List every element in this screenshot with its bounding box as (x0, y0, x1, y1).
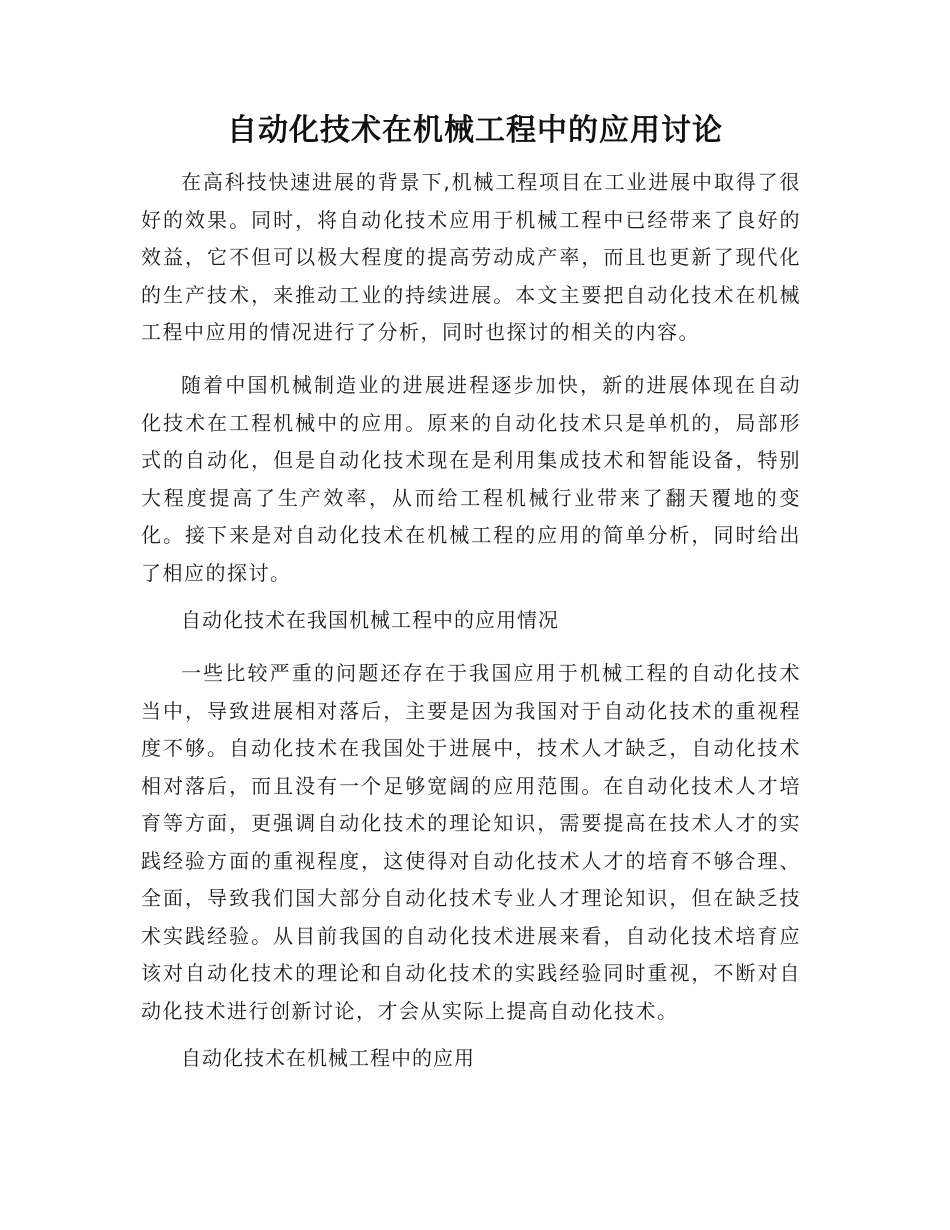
document-title: 自动化技术在机械工程中的应用讨论 (227, 113, 723, 148)
paragraph-intro: 在高科技快速进展的背景下,机械工程项目在工业进展中取得了很好的效果。同时，将自动化技术应用于机械工程中已经带来了良好的效益，它不但可以极大程度的提高劳动成产率，而且也更新了现代化的生产技术，来推动工业的持续进展。本文主要把自动化技术在机械工程中应用的情况进行了分析，同时也探讨的相关的内容。 (141, 170, 801, 344)
paragraph-development: 随着中国机械制造业的进展进程逐步加快，新的进展体现在自动化技术在工程机械中的应用。原来的自动化技术只是单机的，局部形式的自动化，但是自动化技术现在是利用集成技术和智能设备，特别大程度提高了生产效率，从而给工程机械行业带来了翻天覆地的变化。接下来是对自动化技术在机械工程的应用的简单分析，同时给出了相应的探讨。 (141, 373, 801, 585)
paragraph-problems: 一些比较严重的问题还存在于我国应用于机械工程的自动化技术当中，导致进展相对落后，主要是因为我国对于自动化技术的重视程度不够。自动化技术在我国处于进展中，技术人才缺乏，自动化技术相对落后，而且没有一个足够宽阔的应用范围。在自动化技术人才培育等方面，更强调自动化技术的理论知识，需要提高在技术人才的实践经验方面的重视程度，这使得对自动化技术人才的培育不够合理、全面，导致我们国大部分自动化技术专业人才理论知识，但在缺乏技术实践经验。从目前我国的自动化技术进展来看，自动化技术培育应该对自动化技术的理论和自动化技术的实践经验同时重视，不断对自动化技术进行创新讨论，才会从实际上提高自动化技术。 (141, 661, 801, 1023)
section-heading-application: 自动化技术在机械工程中的应用 (181, 1046, 475, 1070)
section-heading-application-status: 自动化技术在我国机械工程中的应用情况 (181, 608, 559, 632)
